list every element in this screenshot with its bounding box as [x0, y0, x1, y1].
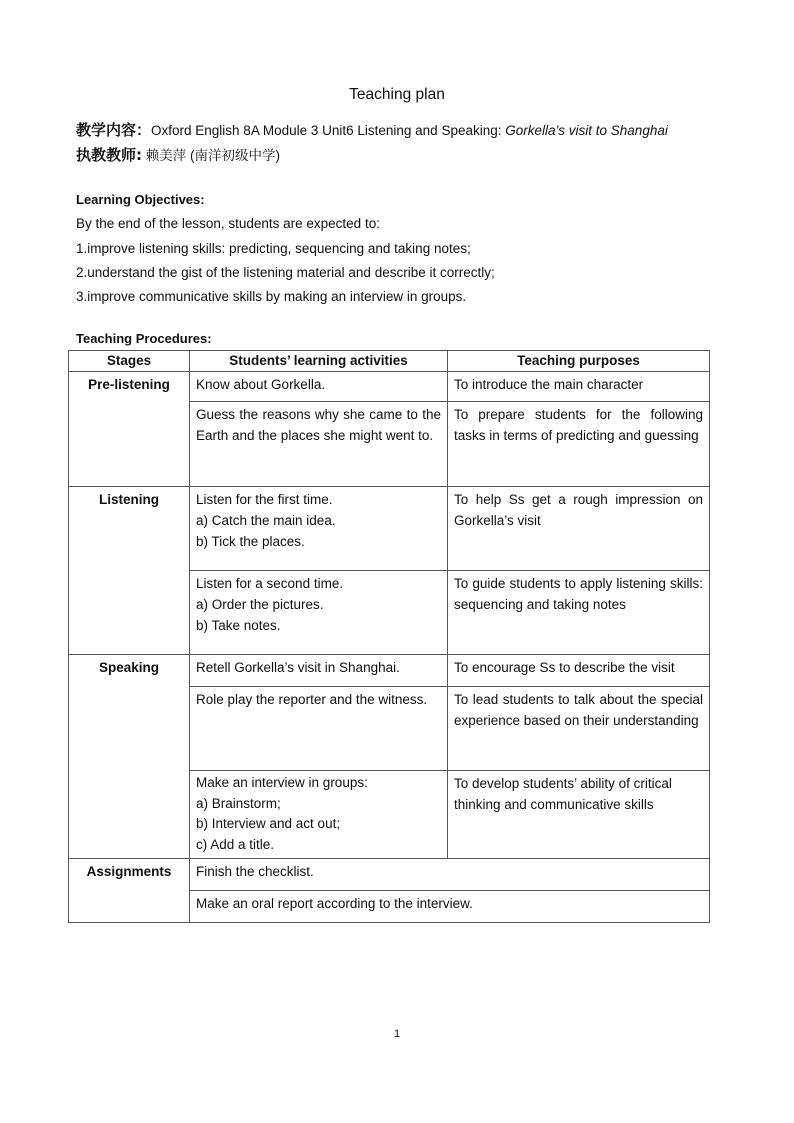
activity-line: c) Add a title.: [196, 836, 275, 852]
activity-line: Role play the reporter and the witness.: [196, 692, 428, 707]
purpose-cell: To lead students to talk about the special experience based on their understanding: [448, 687, 710, 771]
page-title: Teaching plan: [349, 86, 445, 103]
purpose-cell: To guide students to apply listening skills: sequencing and taking notes: [448, 571, 710, 655]
purpose-cell: To prepare students for the following tasks in terms of predicting and guessing: [448, 402, 710, 487]
activity-cell: [190, 372, 448, 402]
content-text: Oxford English 8A Module 3 Unit6 Listening and Speaking:: [151, 123, 506, 138]
table-row: [69, 859, 710, 891]
page-number: 1: [393, 1028, 401, 1040]
purpose-cell: To help Ss get a rough impression on Gorkella’s visit: [448, 487, 710, 571]
activity-cell: [190, 571, 448, 655]
content-line: [76, 119, 668, 140]
activity-cell: [190, 402, 448, 487]
stage-speaking: Speaking: [69, 655, 190, 859]
table-header-row: [69, 351, 710, 372]
purpose-cell: To encourage Ss to describe the visit: [448, 655, 710, 687]
objective-intro: By the end of the lesson, students are expected to:: [76, 216, 380, 231]
activity-line: Finish the checklist.: [196, 864, 314, 879]
stage-listening: Listening: [69, 487, 190, 655]
col-header-purposes: Teaching purposes: [448, 351, 710, 372]
activity-line: Make an oral report according to the interview.: [196, 896, 473, 911]
activity-cell: [190, 771, 448, 859]
purpose-cell: To introduce the main character: [448, 372, 710, 402]
activity-line: b) Take notes.: [196, 618, 281, 633]
teacher-line: [76, 144, 280, 165]
activity-line: a) Brainstorm;: [196, 795, 281, 811]
stage-assignments: Assignments: [69, 859, 190, 923]
activity-cell: [190, 487, 448, 571]
activity-line: Make an interview in groups:: [196, 775, 368, 790]
stage-pre-listening: Pre-listening: [69, 372, 190, 487]
content-label: 教学内容：: [76, 121, 152, 139]
activity-line: b) Interview and act out;: [196, 816, 341, 831]
objective-1: 1.improve listening skills: predicting, sequencing and taking notes;: [76, 241, 471, 256]
table-row: [69, 487, 710, 571]
activity-line: a) Catch the main idea.: [196, 513, 336, 528]
activity-cell: [190, 687, 448, 771]
teacher-text: 赖美萍 (南洋初级中学): [142, 148, 280, 163]
procedures-table: [68, 350, 710, 923]
purpose-cell: To develop students’ ability of critical thinking and communicative skills: [448, 771, 710, 859]
activity-cell: [190, 891, 710, 923]
activity-line: Listen for the first time.: [196, 492, 333, 507]
activity-cell: [190, 655, 448, 687]
objective-3: 3.improve communicative skills by making an interview in groups.: [76, 289, 467, 304]
col-header-activities: Students’ learning activities: [190, 351, 448, 372]
col-header-stages: Stages: [69, 351, 190, 372]
activity-cell: [190, 859, 710, 891]
activity-line: Guess the reasons why she came to the Earth and the places she might went to.: [196, 407, 441, 443]
activity-line: Retell Gorkella’s visit in Shanghai.: [196, 660, 400, 675]
objectives-heading: Learning Objectives:: [76, 192, 205, 207]
content-italic-title: Gorkella’s visit to Shanghai: [505, 123, 668, 138]
table-row: [69, 655, 710, 687]
activity-line: a) Order the pictures.: [196, 597, 324, 612]
activity-line: b) Tick the places.: [196, 534, 305, 549]
objective-2: 2.understand the gist of the listening material and describe it correctly;: [76, 265, 495, 280]
teacher-label: 执教教师:: [76, 146, 142, 164]
activity-line: Know about Gorkella.: [196, 377, 326, 392]
activity-line: Listen for a second time.: [196, 576, 344, 591]
procedures-heading: Teaching Procedures:: [76, 331, 212, 346]
table-row: [69, 372, 710, 402]
